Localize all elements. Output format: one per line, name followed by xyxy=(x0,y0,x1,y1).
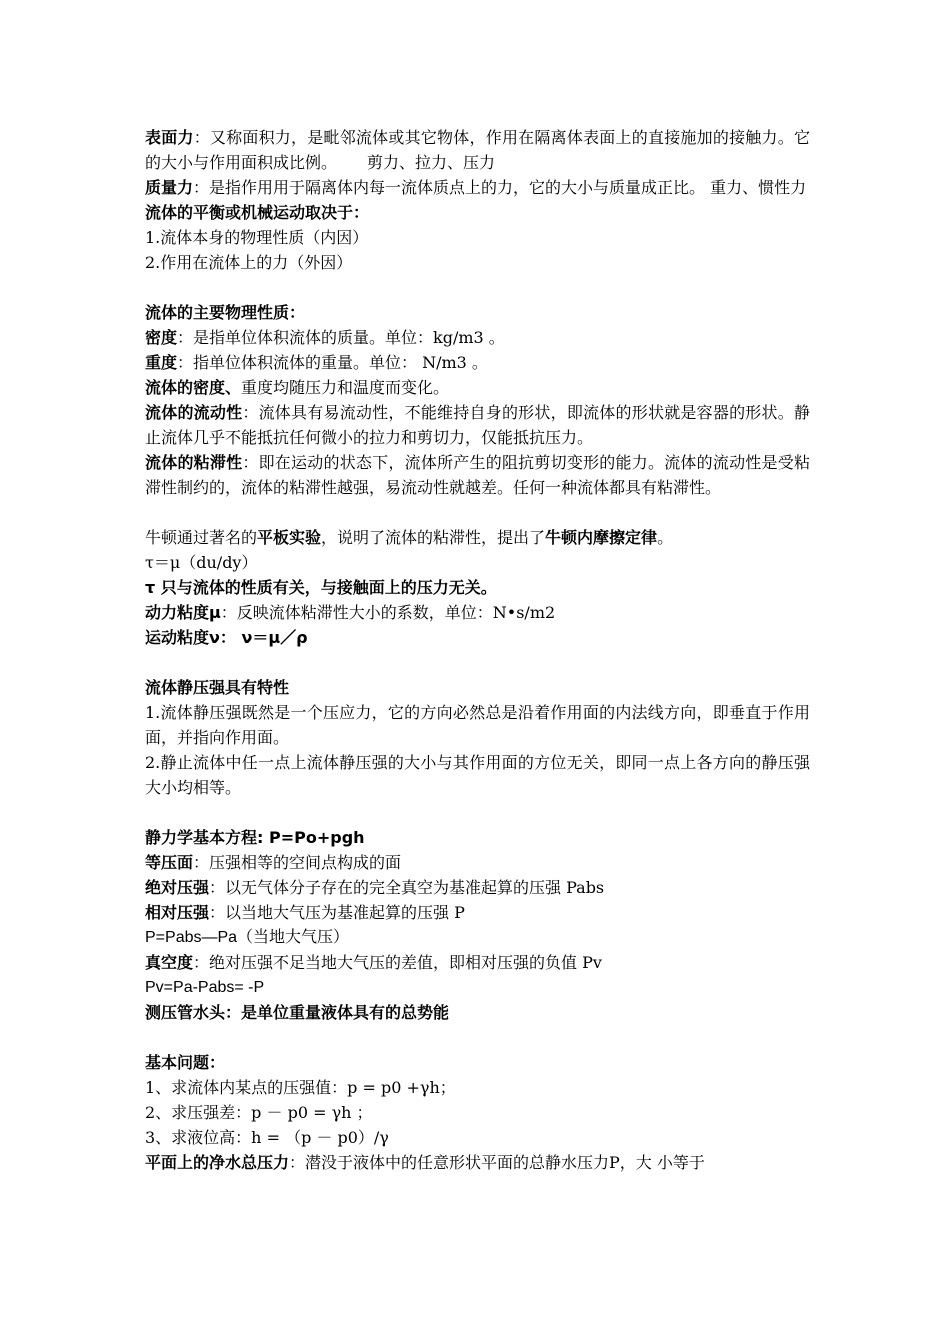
surface-force-text: ：又称面积力，是毗邻流体或其它物体，作用在隔离体表面上的直接施加的接触力。它的大小与作用面积成比例。 xyxy=(145,128,810,172)
weight-term: 重度 xyxy=(145,353,178,372)
absolute-pressure-term: 绝对压强 xyxy=(145,878,210,897)
mass-force-term: 质量力 xyxy=(145,178,194,197)
surface-force-term: 表面力 xyxy=(145,128,194,147)
kinematic-viscosity-text: ： ν＝μ／ρ xyxy=(219,628,308,647)
dynamic-viscosity-paragraph xyxy=(145,600,810,625)
relative-pressure-term: 相对压强 xyxy=(145,903,210,922)
blank-line xyxy=(145,500,810,525)
fluidity-text: ：流体具有易流动性，不能维持自身的形状，即流体的形状就是容器的形状。静止流体几乎不能抵抗任何微小的拉力和剪切力，仅能抵抗压力。 xyxy=(145,403,810,447)
blank-line xyxy=(145,275,810,300)
newton-law: 牛顿内摩擦定律 xyxy=(545,528,658,547)
document-page xyxy=(145,125,810,1175)
weight-text: ：指单位体积流体的重量。单位： N/m3 。 xyxy=(177,353,488,372)
fluidity-term: 流体的流动性 xyxy=(145,403,243,422)
blank-line xyxy=(145,800,810,825)
blank-line xyxy=(145,650,810,675)
surface-force-examples: 剪力、拉力、压力 xyxy=(367,153,496,172)
newton-end: 。 xyxy=(657,528,674,547)
dynamic-viscosity-text: ：反映流体粘滞性大小的系数，单位：N•s/m2 xyxy=(220,603,556,622)
plane-pressure-text: ：潜没于液体中的任意形状平面的总静水压力P，大 小等于 xyxy=(289,1153,705,1172)
mass-force-text: ：是指作用用于隔离体内每一流体质点上的力，它的大小与质量成正比。 重力、惯性力 xyxy=(193,178,807,197)
basic-equation-text: : P=Po+pgh xyxy=(257,828,365,847)
relative-pressure-paragraph xyxy=(145,900,810,925)
vacuum-text: ：绝对压强不足当地大气压的差值，即相对压强的负值 Pv xyxy=(193,953,602,972)
newton-experiment: 平板实验 xyxy=(257,528,322,547)
weight-paragraph xyxy=(145,350,810,375)
fluidity-paragraph xyxy=(145,400,810,450)
vacuum-term: 真空度 xyxy=(145,953,194,972)
density-change-paragraph xyxy=(145,375,810,400)
basic-questions-heading: 基本问题： xyxy=(145,1053,226,1072)
equipressure-term: 等压面 xyxy=(145,853,194,872)
kinematic-viscosity-term: 运动粘度ν xyxy=(145,628,220,647)
static-pressure-item-2: 2.静止流体中任一点上流体静压强的大小与其作用面的方位无关，即同一点上各方向的静压强大小均相等。 xyxy=(145,753,810,797)
relative-pressure-formula: P=Pabs—Pa（当地大气压） xyxy=(145,929,350,946)
viscosity-paragraph xyxy=(145,450,810,500)
blank-line xyxy=(145,1025,810,1050)
balance-item-1: 1.流体本身的物理性质（内因） xyxy=(145,228,369,247)
tau-note: τ 只与流体的性质有关，与接触面上的压力无关。 xyxy=(145,578,497,597)
surface-force-paragraph xyxy=(145,125,810,175)
viscosity-text: ：即在运动的状态下，流体所产生的阻抗剪切变形的能力。流体的流动性是受粘滞性制约的，流体的粘滞性越强，易流动性就越差。任何一种流体都具有粘滞性。 xyxy=(145,453,810,497)
tau-formula: τ＝μ（du/dy） xyxy=(145,553,258,572)
question-2: 2、求压强差：p － p0 = γh ； xyxy=(145,1103,373,1122)
equipressure-paragraph xyxy=(145,850,810,875)
plane-pressure-term: 平面上的净水总压力 xyxy=(145,1153,290,1172)
static-pressure-heading: 流体静压强具有特性 xyxy=(145,678,290,697)
balance-heading: 流体的平衡或机械运动取决于： xyxy=(145,203,370,222)
density-term: 密度 xyxy=(145,328,178,347)
density-paragraph xyxy=(145,325,810,350)
dynamic-viscosity-term: 动力粘度μ xyxy=(145,603,221,622)
viscosity-term: 流体的粘滞性 xyxy=(145,453,243,472)
basic-equation-term: 静力学基本方程 xyxy=(145,828,258,847)
absolute-pressure-text: ：以无气体分子存在的完全真空为基准起算的压强 Pabs xyxy=(209,878,605,897)
balance-item-2: 2.作用在流体上的力（外因） xyxy=(145,253,353,272)
equipressure-text: ：压强相等的空间点构成的面 xyxy=(193,853,402,872)
density-text: ：是指单位体积流体的质量。单位：kg/m3 。 xyxy=(177,328,505,347)
newton-pre: 牛顿通过著名的 xyxy=(145,528,258,547)
newton-paragraph xyxy=(145,525,810,550)
static-pressure-item-1: 1.流体静压强既然是一个压应力，它的方向必然总是沿着作用面的内法线方向，即垂直于作用面，并指向作用面。 xyxy=(145,703,810,747)
piezometric-head: 测压管水头：是单位重量液体具有的总势能 xyxy=(145,1003,450,1022)
plane-pressure-paragraph xyxy=(145,1150,810,1175)
absolute-pressure-paragraph xyxy=(145,875,810,900)
relative-pressure-text: ：以当地大气压为基准起算的压强 P xyxy=(209,903,465,922)
newton-mid: ，说明了流体的粘滞性，提出了 xyxy=(321,528,546,547)
basic-equation-paragraph xyxy=(145,825,810,850)
question-1: 1、求流体内某点的压强值：p = p0 +γh； xyxy=(145,1078,456,1097)
vacuum-paragraph xyxy=(145,950,810,975)
density-change-term: 流体的密度、 xyxy=(145,378,242,397)
properties-heading: 流体的主要物理性质： xyxy=(145,303,306,322)
density-change-text: 重度均随压力和温度而变化。 xyxy=(241,378,450,397)
kinematic-viscosity-paragraph xyxy=(145,625,810,650)
mass-force-paragraph xyxy=(145,175,810,200)
question-3: 3、求液位高：h = （p － p0）/γ xyxy=(145,1128,389,1147)
vacuum-formula: Pv=Pa-Pabs= -P xyxy=(145,979,265,996)
